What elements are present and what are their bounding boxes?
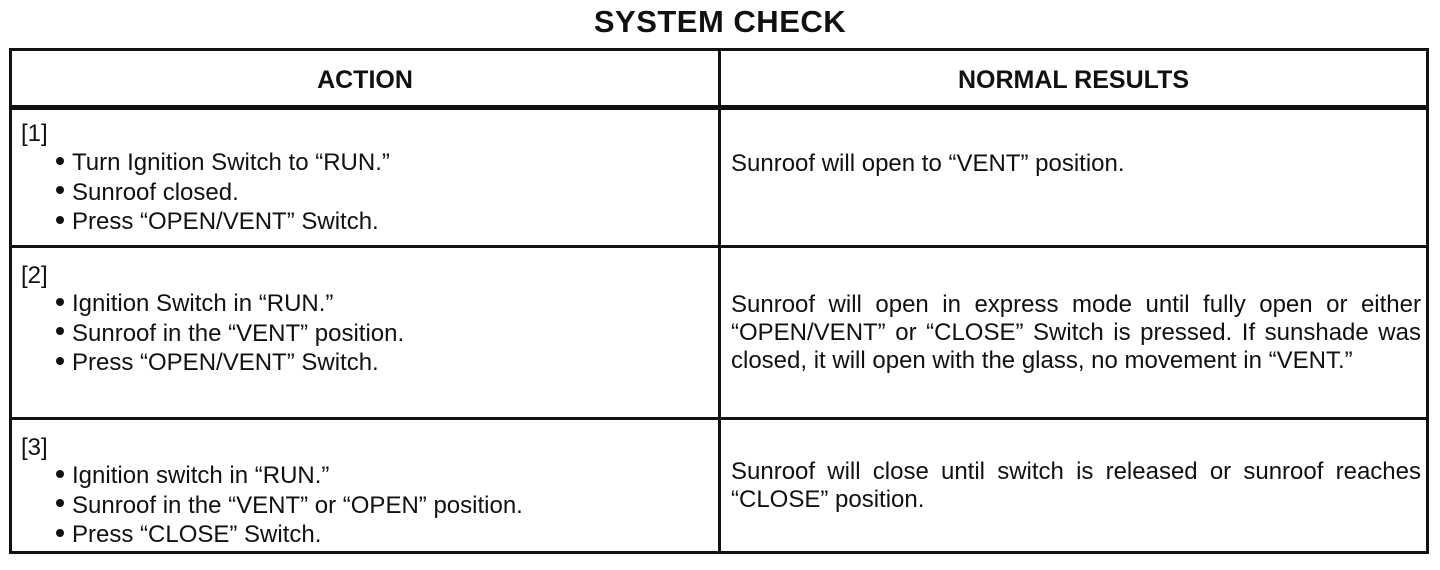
action-list (56, 148, 390, 237)
action-item (56, 148, 390, 178)
action-item (56, 207, 390, 237)
bullet-icon (56, 529, 64, 537)
bullet-icon (56, 216, 64, 224)
action-item (56, 520, 523, 550)
action-text: Sunroof in the “VENT” or “OPEN” position. (72, 491, 523, 519)
action-text: Press “OPEN/VENT” Switch. (72, 208, 379, 235)
action-list (56, 289, 404, 378)
action-text: Sunroof in the “VENT” position. (72, 319, 405, 347)
header-action: ACTION (317, 66, 413, 94)
action-text: Turn Ignition Switch to “RUN.” (72, 149, 390, 176)
action-item (56, 319, 404, 349)
step-number: [1] (21, 120, 48, 147)
bullet-icon (56, 327, 64, 335)
bullet-icon (56, 499, 64, 507)
table-row (12, 110, 1426, 245)
action-list (56, 461, 523, 550)
table-row (12, 420, 1426, 551)
step-number: [3] (21, 434, 48, 461)
table-row (12, 248, 1426, 417)
bullet-icon (56, 357, 64, 365)
action-item (56, 289, 404, 319)
action-text: Sunroof closed. (72, 178, 239, 206)
result-text: Sunroof will close until switch is released or sunroof reaches “CLOSE” position. (731, 458, 1421, 513)
page-title: SYSTEM CHECK (593, 4, 847, 39)
header-normal-results: NORMAL RESULTS (957, 66, 1190, 94)
result-text: Sunroof will open to “VENT” position. (731, 150, 1125, 177)
action-item (56, 461, 523, 491)
bullet-icon (56, 186, 64, 194)
step-number: [2] (21, 262, 48, 289)
system-check-table (9, 48, 1429, 554)
action-item (56, 348, 404, 378)
action-text: Ignition switch in “RUN.” (72, 462, 330, 489)
action-text: Press “OPEN/VENT” Switch. (72, 349, 379, 376)
result-text: Sunroof will open in express mode until fully open or either “OPEN/VENT” or “CLOSE” Switch is pressed. If sunshade was closed, it will open with the glass, no movement in “VENT.” (731, 291, 1421, 374)
action-item (56, 178, 390, 208)
action-text: Ignition Switch in “RUN.” (72, 290, 334, 317)
bullet-icon (56, 470, 64, 478)
bullet-icon (56, 298, 64, 306)
action-text: Press “CLOSE” Switch. (72, 521, 322, 548)
action-item (56, 491, 523, 521)
bullet-icon (56, 157, 64, 165)
